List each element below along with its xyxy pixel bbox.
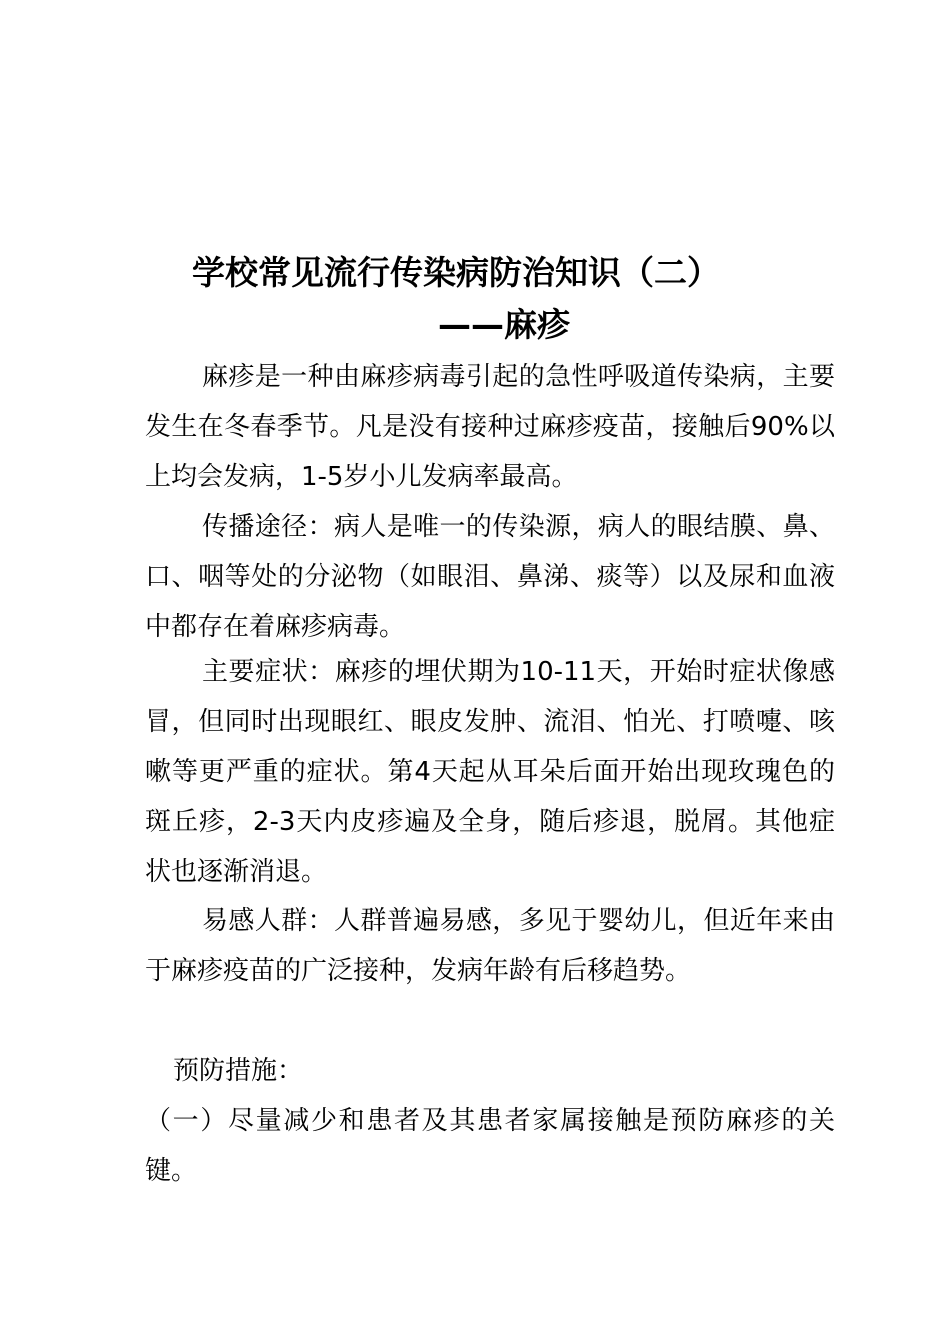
paragraph-transmission: 传播途径：病人是唯一的传染源，病人的眼结膜、鼻、口、咽等处的分泌物（如眼泪、鼻涕、痰等）以及尿和血液中都存在着麻疹病毒。 bbox=[145, 512, 835, 642]
document-title: 学校常见流行传染病防治知识（二） bbox=[192, 253, 720, 292]
paragraph-symptoms: 主要症状：麻疹的埋伏期为10-11天，开始时症状像感冒，但同时出现眼红、眼皮发肿、流泪、怕光、打喷嚏、咳嗽等更严重的症状。第4天起从耳朵后面开始出现玫瑰色的斑丘疹，2-3天内皮疹遍及全身，随后疹退，脱屑。其他症状也逐渐消退。 bbox=[145, 657, 835, 887]
prevention-item: （一）尽量减少和患者及其患者家属接触是预防麻疹的关键。 bbox=[145, 1106, 835, 1186]
paragraph-susceptible-population: 易感人群：人群普遍易感，多见于婴幼儿，但近年来由于麻疹疫苗的广泛接种，发病年龄有后移趋势。 bbox=[145, 906, 835, 986]
paragraph-intro: 麻疹是一种由麻疹病毒引起的急性呼吸道传染病，主要发生在冬春季节。凡是没有接种过麻疹疫苗，接触后90%以上均会发病，1-5岁小儿发病率最高。 bbox=[145, 362, 835, 492]
prevention-heading: 预防措施： bbox=[173, 1056, 304, 1086]
document-subtitle: ——麻疹 bbox=[438, 305, 570, 344]
